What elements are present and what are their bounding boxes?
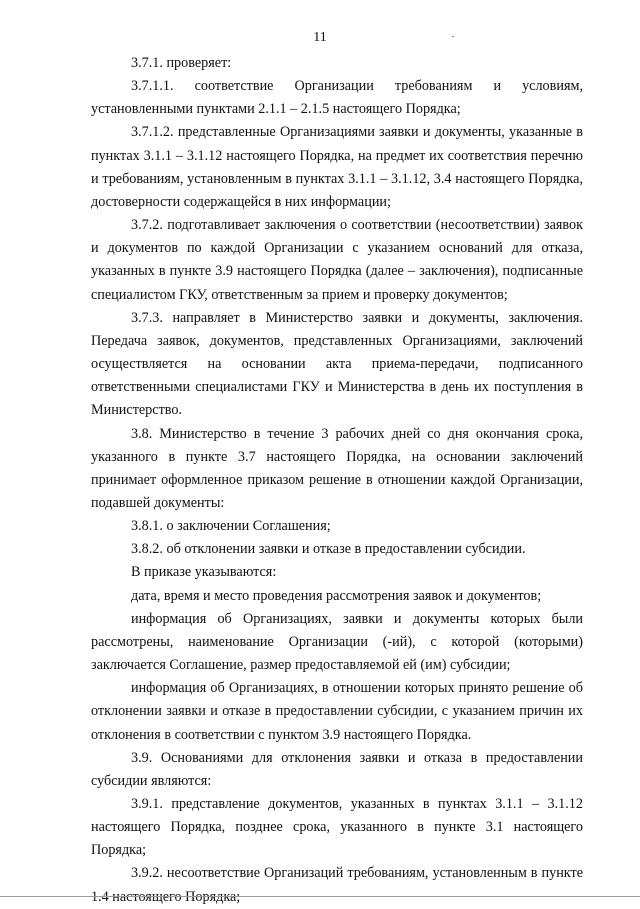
paragraph-order-contents-intro: В приказе указываются:	[131, 564, 277, 581]
paragraph-order-organizations-info: информация об Организациях, заявки и документы которых были рассмотрены, наименование Организации (-ий), с которой (которыми) заключается Соглашение, размер предоставляемой ей (им) субсидии;	[91, 610, 583, 674]
paragraph-3-7-1-1: 3.7.1.1. соответствие Организации требованиям и условиям, установленными пунктами 2.1.1 – 2.1.5 настоящего Порядка;	[91, 78, 583, 118]
paragraph-3-7-2: 3.7.2. подготавливает заключения о соответствии (несоответствии) заявок и документов по каждой Организации с указанием оснований для отказа, указанных в пункте 3.9 настоящего Порядка (далее – заключения), подписанные специалистом ГКУ, ответственным за прием и проверку документов;	[91, 217, 583, 303]
paragraph-3-7-3: 3.7.3. направляет в Министерство заявки и документы, заключения. Передача заявок, документов, представленных Организациями, заключений осуществляется на основании акта приема-передачи, подписанного ответственными специалистами ГКУ и Министерства в день их поступления в Министерство.	[91, 309, 583, 419]
paragraph-3-7-1-2: 3.7.1.2. представленные Организациями заявки и документы, указанные в пунктах 3.1.1 – 3.1.12 настоящего Порядка, на предмет их соответствия перечню и требованиям, установленным в пунктах 3.1.1 – 3.1.12, 3.4 настоящего Порядка, достоверности содержащейся в них информации;	[91, 124, 583, 210]
paragraph-3-9-2: 3.9.2. несоответствие Организаций требованиям, установленным в пункте 1.4 настоящего Порядка;	[91, 865, 583, 905]
paragraph-3-9: 3.9. Основаниями для отклонения заявки и отказа в предоставлении субсидии являются:	[91, 749, 583, 789]
scan-bottom-edge	[0, 896, 640, 897]
page-number: 11	[313, 30, 327, 45]
paragraph-3-8-1: 3.8.1. о заключении Соглашения;	[131, 518, 331, 535]
document-body	[91, 52, 583, 909]
paragraph-order-date-time-place: дата, время и место проведения рассмотрения заявок и документов;	[131, 587, 542, 604]
paragraph-3-8: 3.8. Министерство в течение 3 рабочих дней со дня окончания срока, указанного в пункте 3.7 настоящего Порядка, на основании заключений принимает оформленное приказом решение в отношении каждой Организации, подавшей документы:	[91, 425, 583, 511]
paragraph-order-rejected-info: информация об Организациях, в отношении которых принято решение об отклонении заявки и отказе в предоставлении субсидии, с указанием причин их отклонения в соответствии с пунктом 3.9 настоящего Порядка.	[91, 680, 583, 743]
paragraph-3-7-1: 3.7.1. проверяет:	[131, 55, 232, 71]
paragraph-3-8-2: 3.8.2. об отклонении заявки и отказе в предоставлении субсидии.	[131, 541, 526, 558]
paragraph-3-9-1: 3.9.1. представление документов, указанных в пунктах 3.1.1 – 3.1.12 настоящего Порядка, позднее срока, указанного в пункте 3.1 настоящего Порядка;	[91, 796, 583, 859]
